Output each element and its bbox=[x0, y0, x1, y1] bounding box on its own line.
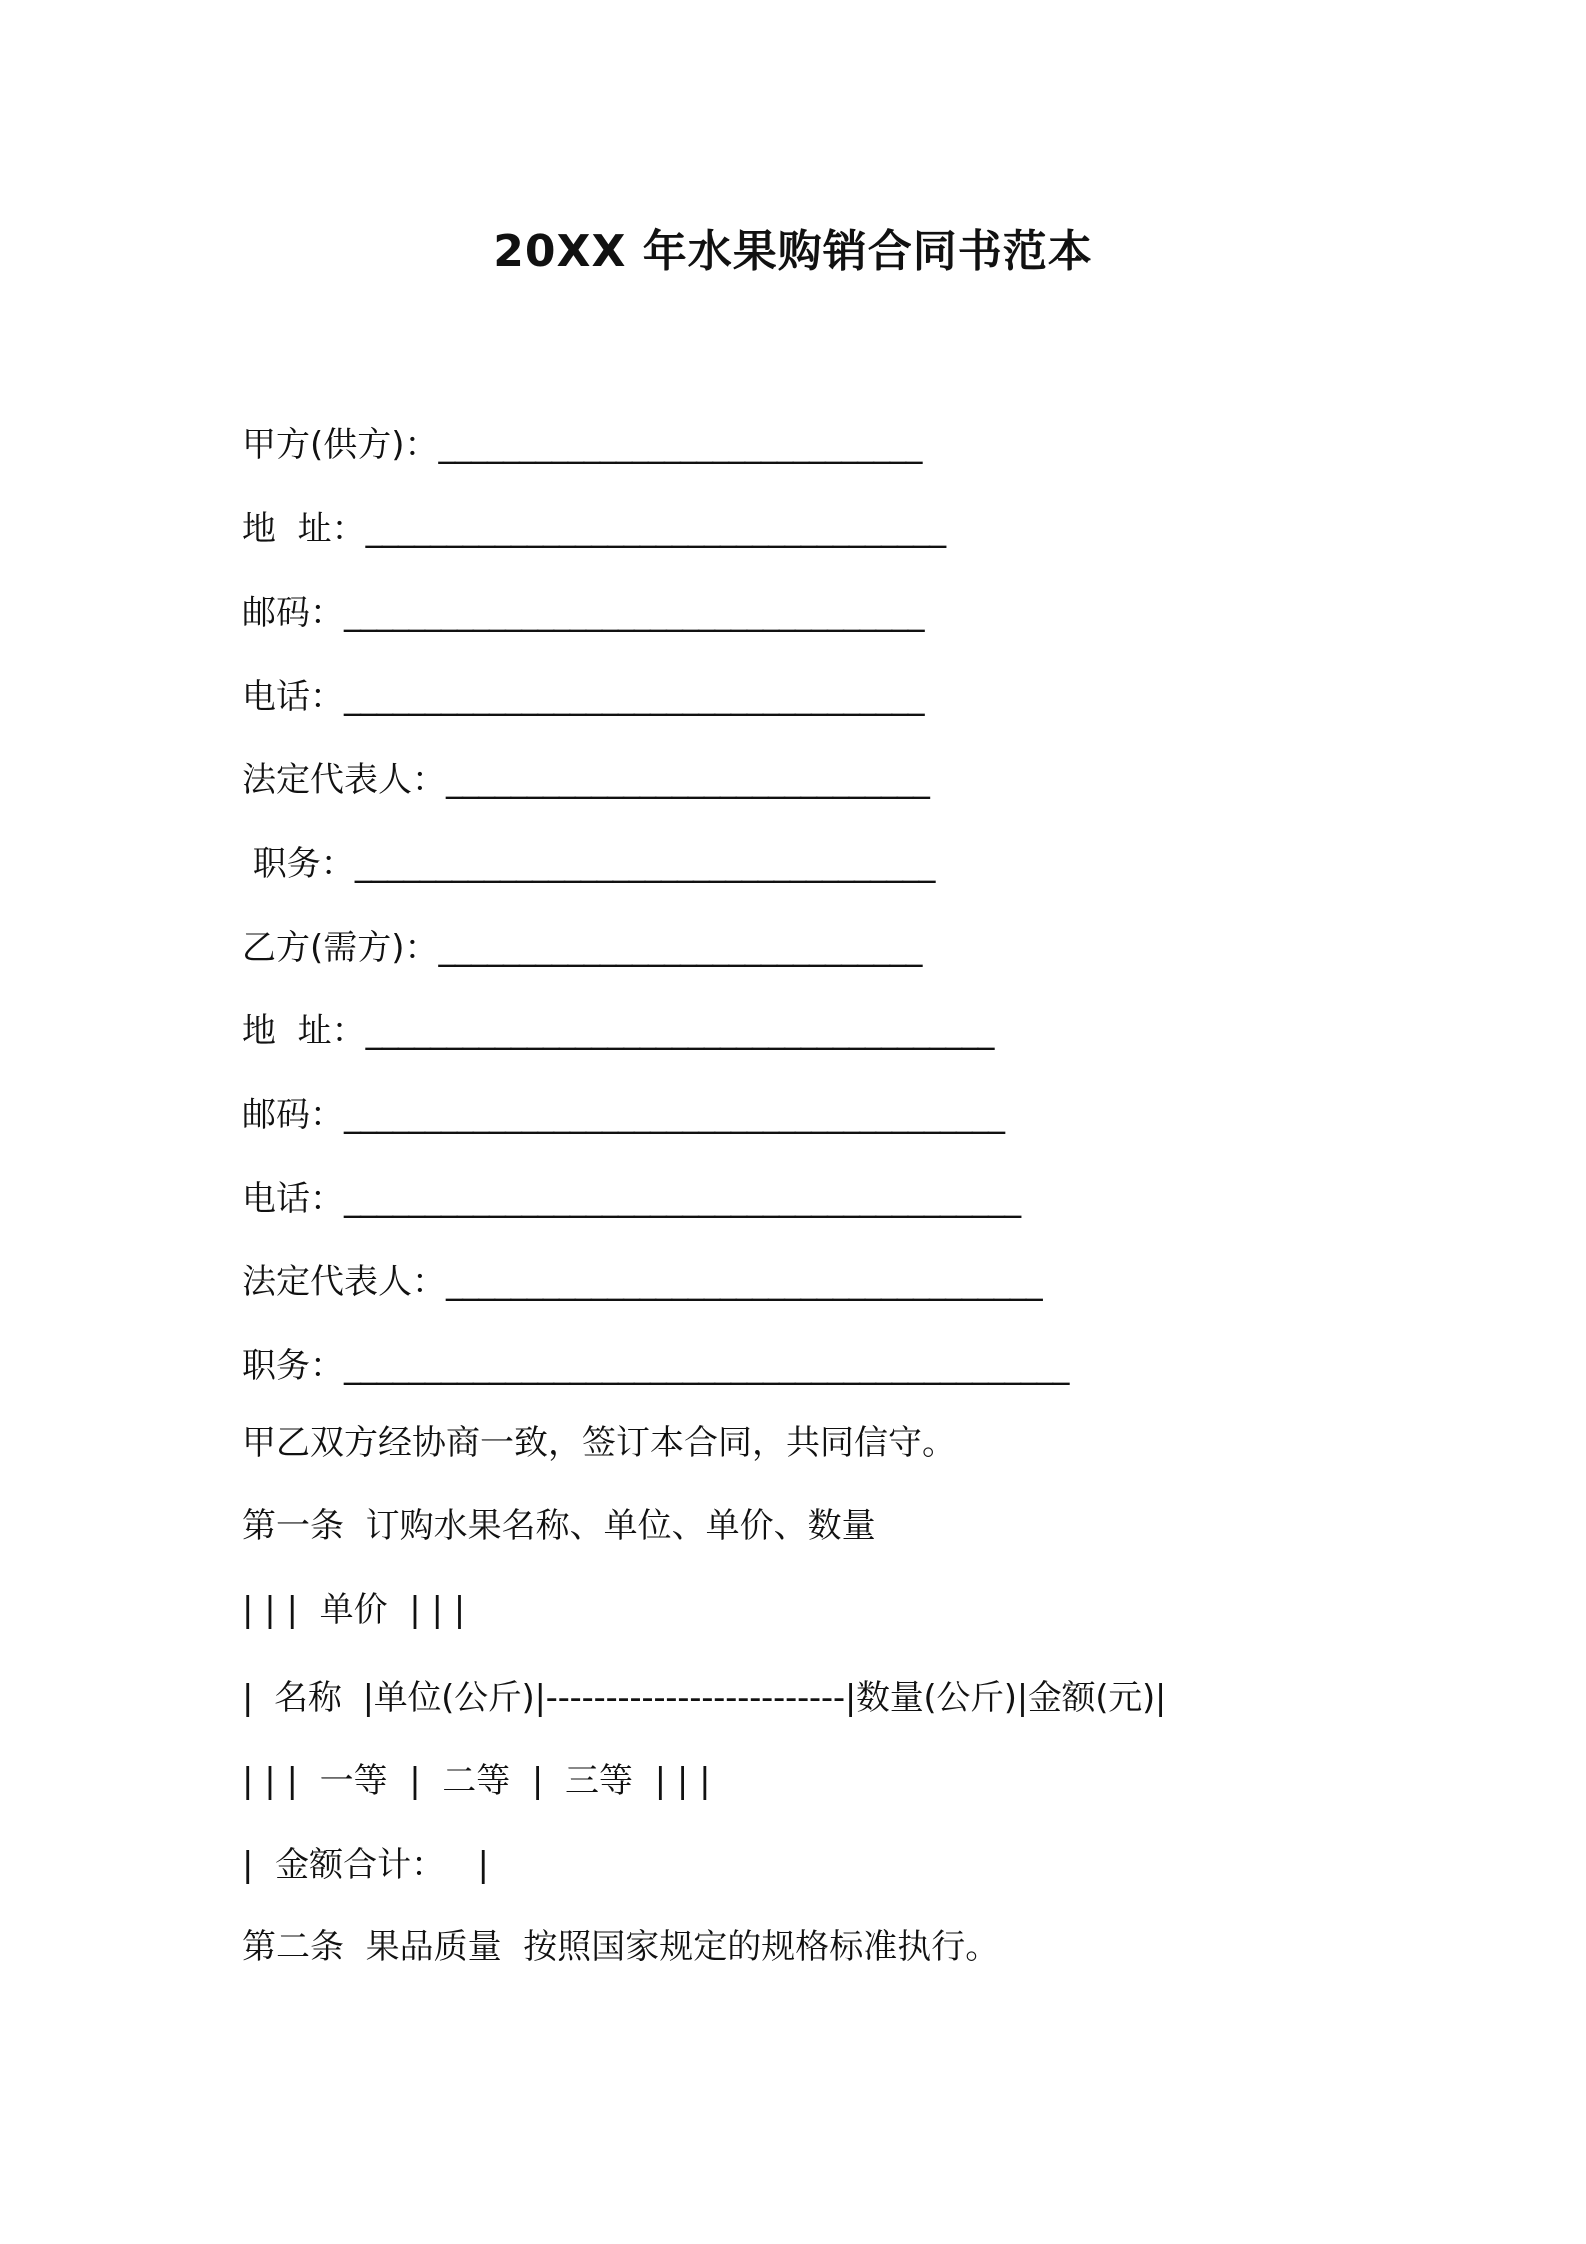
party-a-phone-line bbox=[242, 672, 924, 722]
party-a-phone-label: 电话： bbox=[242, 677, 344, 717]
party-a-postcode-label: 邮码： bbox=[242, 593, 344, 633]
party-a-representative-label: 法定代表人： bbox=[242, 760, 446, 800]
party-a-representative-blank: ______________________________ bbox=[446, 760, 930, 800]
party-a-postcode-line bbox=[242, 588, 924, 638]
price-table-row-4: | 金额合计： | bbox=[242, 1845, 489, 1885]
party-b-representative-label: 法定代表人： bbox=[242, 1262, 446, 1302]
party-b-phone-blank: __________________________________________ bbox=[344, 1179, 1021, 1219]
party-b-position-line bbox=[242, 1341, 1069, 1391]
agreement-sentence: 甲乙双方经协商一致，签订本合同，共同信守。 bbox=[242, 1423, 956, 1463]
party-b-address-line bbox=[242, 1006, 994, 1056]
party-b-postcode-line bbox=[242, 1090, 1004, 1140]
party-a-phone-blank: ____________________________________ bbox=[344, 677, 924, 717]
party-a-address-label: 地 址： bbox=[242, 509, 366, 549]
price-table-row-2: | 名称 |单位(公斤)|-------------------------|数量(公斤)|金额(元)| bbox=[242, 1678, 1167, 1718]
article-2: 第二条 果品质量 按照国家规定的规格标准执行。 bbox=[242, 1927, 1000, 1967]
party-b-position-blank: _____________________________________________ bbox=[344, 1346, 1069, 1386]
document-title: 20XX 年水果购销合同书范本 bbox=[493, 226, 1093, 277]
party-a-position-line bbox=[242, 839, 934, 889]
party-a-representative-line bbox=[242, 755, 929, 805]
price-table-row-3: | | | 一等 | 二等 | 三等 | | | bbox=[242, 1761, 711, 1801]
party-b-postcode-label: 邮码： bbox=[242, 1095, 344, 1135]
party-a-postcode-blank: ____________________________________ bbox=[344, 593, 924, 633]
party-b-representative-blank: _____________________________________ bbox=[446, 1262, 1042, 1302]
party-a-address-line bbox=[242, 504, 945, 554]
party-b-address-blank: _______________________________________ bbox=[365, 1011, 994, 1051]
article-1-heading: 第一条 订购水果名称、单位、单价、数量 bbox=[242, 1506, 876, 1546]
party-b-heading: 乙方(需方)： bbox=[242, 928, 439, 968]
party-b-postcode-blank: _________________________________________ bbox=[344, 1095, 1005, 1135]
party-a-position-label: 职务： bbox=[242, 844, 355, 884]
party-b-representative-line bbox=[242, 1257, 1042, 1307]
party-a-address-blank: ____________________________________ bbox=[365, 509, 946, 549]
party-b-heading-line bbox=[242, 923, 922, 973]
party-b-phone-line bbox=[242, 1174, 1020, 1224]
party-b-phone-label: 电话： bbox=[242, 1179, 344, 1219]
party-a-position-blank: ____________________________________ bbox=[354, 844, 935, 884]
party-b-position-label: 职务： bbox=[242, 1346, 344, 1386]
party-a-name-blank: ______________________________ bbox=[438, 425, 922, 465]
party-b-name-blank: ______________________________ bbox=[438, 928, 922, 968]
party-b-address-label: 地 址： bbox=[242, 1011, 366, 1051]
price-table-row-1: | | | 单价 | | | bbox=[242, 1590, 466, 1630]
party-a-heading-line bbox=[242, 420, 922, 470]
party-a-heading: 甲方(供方)： bbox=[242, 425, 439, 465]
